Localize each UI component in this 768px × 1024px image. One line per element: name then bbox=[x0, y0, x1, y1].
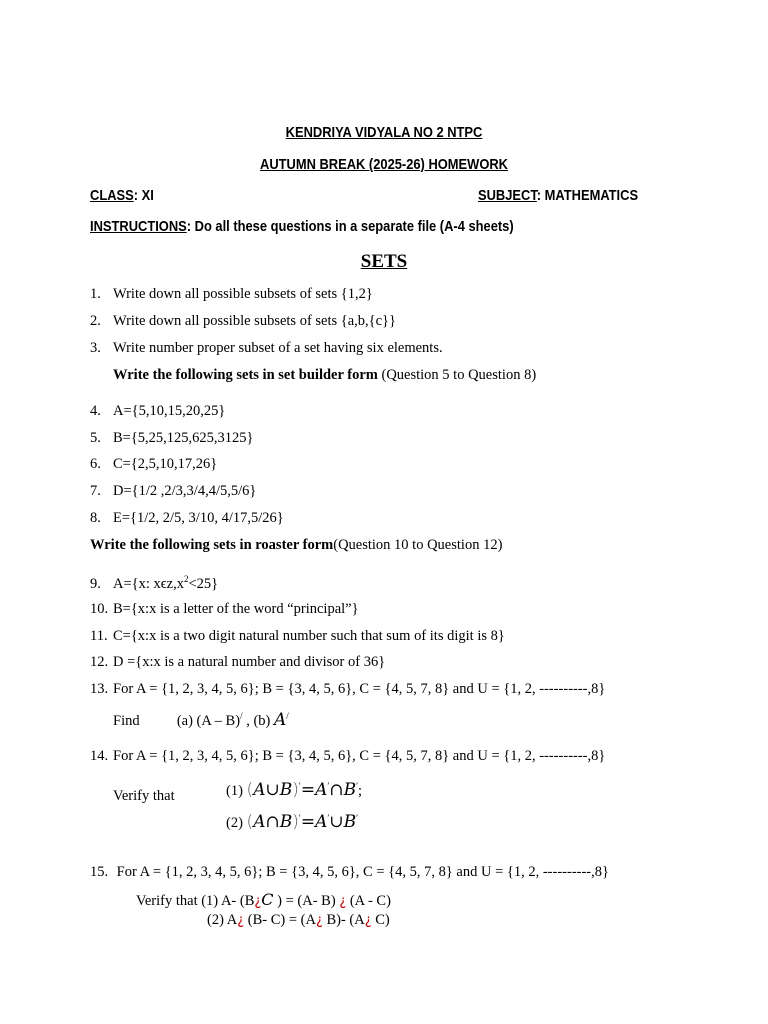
question-number: 9. bbox=[90, 575, 101, 592]
school-name: KENDRIYA VIDYALA NO 2 NTPC bbox=[285, 124, 483, 141]
question-number: 7. bbox=[90, 483, 101, 499]
class-value: : XI bbox=[133, 187, 154, 204]
question-number: 12. bbox=[90, 654, 109, 670]
question-5 bbox=[90, 430, 254, 447]
question-9 bbox=[90, 574, 218, 593]
question-7 bbox=[90, 483, 256, 500]
unrendered-symbol-icon: ¿ bbox=[237, 913, 245, 928]
verify-text-a: (2) A bbox=[207, 912, 238, 928]
expr-lhs: A∪B bbox=[253, 780, 293, 800]
subject-line bbox=[478, 187, 638, 204]
item-number: (2) bbox=[226, 815, 243, 831]
question-text: B={5,25,125,625,3125} bbox=[113, 430, 254, 446]
left-paren-icon: ( bbox=[246, 780, 254, 800]
roaster-heading-rest: (Question 10 to Question 12) bbox=[333, 537, 503, 553]
question-3 bbox=[90, 340, 443, 357]
question-text: D ={x:x is a natural number and divisor of 36} bbox=[113, 654, 386, 670]
prime-mark: ′ bbox=[356, 813, 359, 824]
question-text: For A = {1, 2, 3, 4, 5, 6}; B = {3, 4, 5, 6}, C = {4, 5, 7, 8} and U = {1, 2, ----------,8} bbox=[113, 681, 606, 697]
q15-verify-line-1 bbox=[136, 890, 391, 910]
homework-title: AUTUMN BREAK (2025-26) HOMEWORK bbox=[259, 156, 508, 173]
prime-mark: ′ bbox=[327, 813, 330, 824]
question-text: C={2,5,10,17,26} bbox=[113, 456, 218, 472]
question-number: 13. bbox=[90, 681, 109, 697]
builder-heading bbox=[113, 367, 536, 384]
verify-text-a: Verify that (1) A- (B bbox=[136, 893, 255, 909]
question-text: For A = {1, 2, 3, 4, 5, 6}; B = {3, 4, 5, 6}, C = {4, 5, 7, 8} and U = {1, 2, ----------,8} bbox=[113, 748, 606, 764]
find-separator: , (b) bbox=[242, 713, 274, 729]
question-text: B={x:x is a letter of the word “principal”} bbox=[113, 601, 359, 617]
question-number: 8. bbox=[90, 510, 101, 526]
class-line bbox=[90, 187, 154, 204]
question-14 bbox=[90, 748, 605, 765]
question-13 bbox=[90, 681, 605, 698]
question-text-b: <25} bbox=[188, 575, 219, 592]
class-label: CLASS bbox=[90, 187, 134, 204]
prime-mark: / bbox=[286, 711, 289, 722]
verify-text-b: ) = (A- B) bbox=[273, 893, 340, 909]
question-text: For A = {1, 2, 3, 4, 5, 6}; B = {3, 4, 5, 6}, C = {4, 5, 7, 8} and U = {1, 2, ----------,8} bbox=[116, 864, 609, 880]
roaster-heading-bold: Write the following sets in roaster form bbox=[90, 537, 334, 553]
expr-operator: ∩ bbox=[329, 780, 344, 800]
expr-rhs-a: A bbox=[315, 812, 328, 832]
superscript: 2 bbox=[183, 574, 189, 584]
right-paren-icon: ) bbox=[292, 812, 299, 832]
expr-operator: ∪ bbox=[329, 812, 344, 832]
question-12 bbox=[90, 654, 385, 671]
question-10 bbox=[90, 601, 359, 618]
question-number: 15. bbox=[90, 864, 109, 880]
q15-verify-line-2 bbox=[207, 912, 390, 929]
verify-text-d: C) bbox=[371, 912, 390, 928]
verify-text-c: B)- (A bbox=[322, 912, 365, 928]
builder-heading-bold: Write the following sets in set builder form bbox=[113, 367, 378, 383]
prime-mark: ′ bbox=[327, 781, 330, 792]
unrendered-symbol-icon: ¿ bbox=[254, 894, 262, 909]
find-label: Find bbox=[113, 713, 140, 729]
prime-mark: ′ bbox=[298, 781, 301, 792]
verify-text-d: (A - C) bbox=[346, 893, 391, 909]
verify-label: Verify that bbox=[113, 788, 175, 804]
equals-sign: = bbox=[300, 812, 316, 832]
q14-expression-2 bbox=[226, 812, 358, 832]
section-title: SETS bbox=[360, 251, 408, 272]
question-number: 14. bbox=[90, 748, 109, 764]
unrendered-symbol-icon: ¿ bbox=[364, 913, 372, 928]
subject-value: : MATHEMATICS bbox=[536, 187, 639, 204]
q13-find-line bbox=[113, 710, 289, 730]
subject-label: SUBJECT bbox=[478, 187, 537, 204]
expr-end: ; bbox=[358, 783, 363, 799]
expr-rhs-b: B bbox=[343, 780, 357, 800]
find-part-a: (a) (A – B) bbox=[176, 713, 241, 729]
question-1 bbox=[90, 286, 373, 303]
question-number: 1. bbox=[90, 286, 101, 302]
expr-lhs: A∩B bbox=[253, 812, 293, 832]
question-6 bbox=[90, 456, 217, 473]
q14-expression-1 bbox=[226, 780, 362, 800]
equals-sign: = bbox=[300, 780, 316, 800]
unrendered-symbol-icon: ¿ bbox=[315, 913, 323, 928]
verify-set-c: C bbox=[261, 890, 274, 909]
left-paren-icon: ( bbox=[246, 812, 254, 832]
question-number: 3. bbox=[90, 340, 101, 356]
question-text: A={5,10,15,20,25} bbox=[113, 403, 226, 419]
find-part-b: A bbox=[274, 710, 287, 730]
question-number: 10. bbox=[90, 601, 109, 617]
unrendered-symbol-icon: ¿ bbox=[339, 894, 347, 909]
question-2 bbox=[90, 313, 396, 330]
question-number: 4. bbox=[90, 403, 101, 419]
question-4 bbox=[90, 403, 225, 420]
question-number: 11. bbox=[90, 628, 108, 644]
question-number: 6. bbox=[90, 456, 101, 472]
expr-rhs-b: B bbox=[343, 812, 357, 832]
instructions-line bbox=[90, 218, 514, 235]
question-text: E={1/2, 2/5, 3/10, 4/17,5/26} bbox=[113, 510, 284, 526]
instructions-value: : Do all these questions in a separate file (A-4 sheets) bbox=[186, 218, 514, 235]
verify-text-b: (B- C) = (A bbox=[244, 912, 316, 928]
question-number: 5. bbox=[90, 430, 101, 446]
question-text: Write number proper subset of a set having six elements. bbox=[113, 340, 443, 356]
item-number: (1) bbox=[226, 783, 243, 799]
question-text: Write down all possible subsets of sets {1,2} bbox=[113, 286, 373, 302]
roaster-heading bbox=[90, 537, 502, 554]
question-15 bbox=[90, 864, 609, 881]
question-text: C={x:x is a two digit natural number such that sum of its digit is 8} bbox=[113, 628, 505, 644]
question-8 bbox=[90, 510, 284, 527]
question-number: 2. bbox=[90, 313, 101, 329]
instructions-label: INSTRUCTIONS bbox=[90, 218, 187, 235]
right-paren-icon: ) bbox=[292, 780, 299, 800]
expr-rhs-a: A bbox=[315, 780, 328, 800]
question-text: Write down all possible subsets of sets {a,b,{c}} bbox=[113, 313, 396, 329]
question-text-a: A={x: xϵz,x bbox=[113, 575, 184, 592]
prime-mark: ′ bbox=[298, 813, 301, 824]
question-11 bbox=[90, 628, 505, 645]
prime-mark: / bbox=[240, 711, 243, 722]
question-text: D={1/2 ,2/3,3/4,4/5,5/6} bbox=[113, 483, 257, 499]
builder-heading-rest: (Question 5 to Question 8) bbox=[377, 367, 537, 383]
prime-mark: ′ bbox=[356, 781, 359, 792]
